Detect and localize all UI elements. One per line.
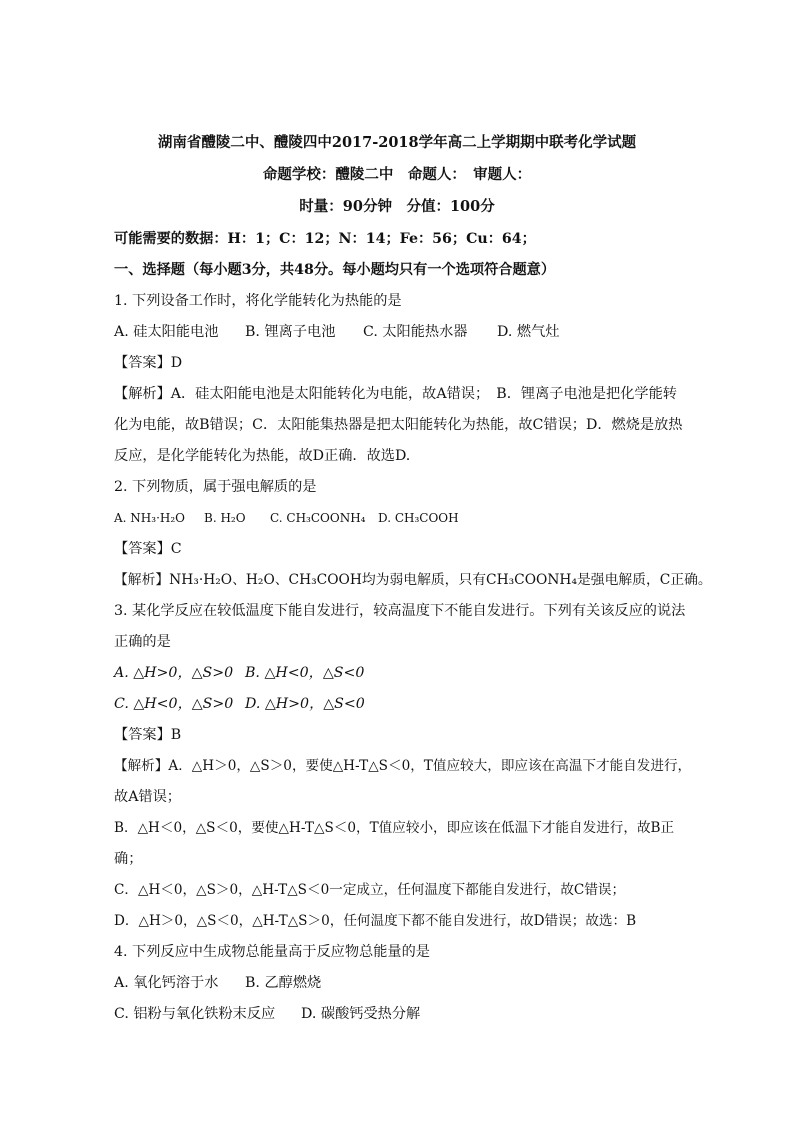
q1-option-a: A. 硅太阳能电池: [114, 324, 219, 340]
q2-option-a: A. NH₃·H₂O: [114, 511, 185, 525]
q3-stem-cont: 正确的是: [114, 634, 171, 650]
q1-option-b: B. 锂离子电池: [245, 324, 336, 340]
q4-option-b: B. 乙醇燃烧: [245, 975, 322, 991]
q3-options-row2: [114, 694, 365, 714]
q3-options-row1: [114, 663, 364, 683]
q3-analysis-line: C．△H＜0，△S＞0，△H-T△S＜0一定成立，任何温度下都能自发进行，故C错误；: [114, 882, 626, 898]
q4-option-a: A. 氧化钙溶于水: [114, 975, 219, 991]
q4-stem: 4. 下列反应中生成物总能量高于反应物总能量的是: [114, 944, 430, 960]
q2-answer: 【答案】C: [114, 541, 182, 557]
q1-option-c: C. 太阳能热水器: [363, 324, 468, 340]
q3-analysis-line: D．△H＞0，△S＜0，△H-T△S＞0，任何温度下都不能自发进行，故D错误；故选：B: [114, 913, 637, 929]
atomic-mass-note: 可能需要的数据：H：1；C：12；N：14；Fe：56；Cu：64；: [114, 231, 536, 247]
q1-analysis-line: 反应，是化学能转化为热能，故D正确．故选D.: [114, 448, 411, 464]
q1-stem: 1. 下列设备工作时，将化学能转化为热能的是: [114, 293, 402, 309]
exam-title: 湖南省醴陵二中、醴陵四中2017-2018学年高二上学期期中联考化学试题: [157, 134, 637, 151]
time-score-line: 时量：90分钟 分值：100分: [299, 198, 495, 215]
q3-option-d: D. △H>0，△S<0: [245, 696, 365, 712]
q2-option-b: B. H₂O: [204, 511, 246, 525]
q4-options-row2: [114, 1004, 420, 1024]
q2-option-c: C. CH₃COONH₄: [270, 511, 366, 525]
q4-option-d: D. 碳酸钙受热分解: [301, 1006, 421, 1022]
q2-analysis: 【解析】NH₃·H₂O、H₂O、CH₃COOH均为弱电解质，只有CH₃COONH₄是强电解质，C正确。: [114, 572, 712, 588]
q3-option-a: A. △H>0，△S>0: [114, 665, 234, 681]
section-title: 一、选择题（每小题3分，共48分。每小题均只有一个选项符合题意）: [114, 262, 556, 278]
q3-analysis-line: 故A错误；: [114, 789, 181, 805]
q2-options: [114, 508, 459, 528]
q3-stem: 3. 某化学反应在较低温度下能自发进行，较高温度下不能自发进行。下列有关该反应的说法: [114, 603, 686, 619]
q3-option-c: C. △H<0，△S>0: [114, 696, 234, 712]
q3-analysis-line: B．△H＜0，△S＜0，要使△H-T△S＜0，T值应较小，即应该在低温下才能自发进行，故B正: [114, 820, 675, 836]
q1-option-d: D. 燃气灶: [497, 324, 560, 340]
q3-answer: 【答案】B: [114, 727, 182, 743]
q3-analysis-line: 确；: [114, 851, 143, 867]
q1-analysis-line: 【解析】A．硅太阳能电池是太阳能转化为电能，故A错误； B．锂离子电池是把化学能转: [114, 386, 677, 402]
q4-option-c: C. 铝粉与氧化铁粉末反应: [114, 1006, 276, 1022]
q3-option-b: B. △H<0，△S<0: [245, 665, 365, 681]
q3-analysis-line: 【解析】A．△H＞0，△S＞0，要使△H-T△S＜0，T值应较大，即应该在高温下才能自发进行，: [114, 758, 692, 774]
q2-stem: 2. 下列物质，属于强电解质的是: [114, 479, 317, 495]
q2-option-d: D. CH₃COOH: [378, 511, 459, 525]
q1-analysis-line: 化为电能，故B错误；C．太阳能集热器是把太阳能转化为热能，故C错误；D．燃烧是放热: [114, 417, 683, 433]
school-line: 命题学校：醴陵二中 命题人： 审题人：: [262, 166, 532, 183]
q1-options: [114, 322, 559, 342]
q1-answer: 【答案】D: [114, 355, 183, 371]
q4-options-row1: [114, 973, 321, 993]
